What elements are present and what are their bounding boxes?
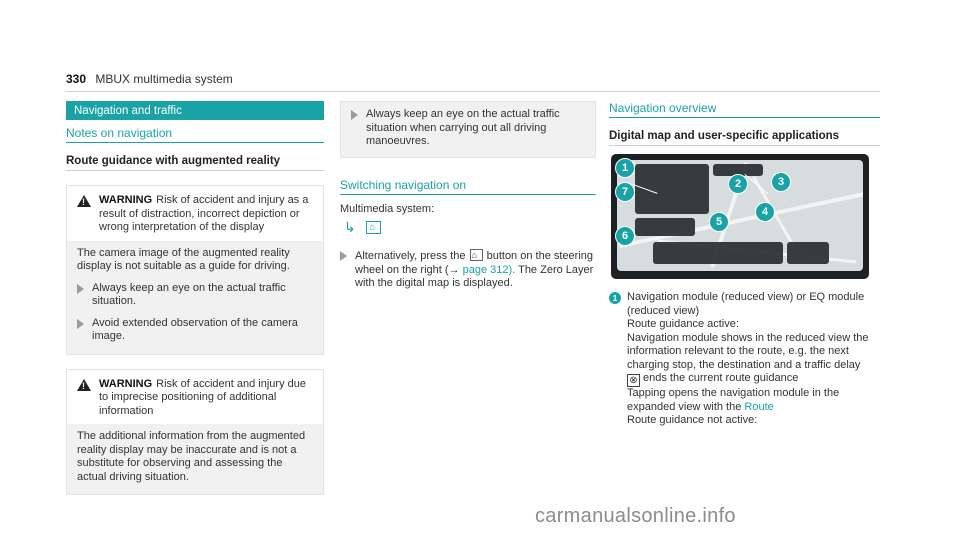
column-right <box>609 101 880 428</box>
route-link[interactable]: Route <box>744 400 774 413</box>
path-arrow-icon: ↳ <box>344 219 356 235</box>
path-row <box>340 219 596 237</box>
bullet-text: Avoid extended observation of the camera image. <box>92 316 298 342</box>
list-item <box>77 317 313 344</box>
warning-head <box>67 370 323 425</box>
warning-icon <box>77 195 91 207</box>
legend-title: Navigation module (reduced view) or EQ module (reduced view) <box>627 291 865 317</box>
page-number: 330 <box>66 72 87 86</box>
warning-text <box>99 378 315 419</box>
page-ref-arrow: → <box>448 263 460 276</box>
watermark: carmanualsonline.info <box>535 505 736 527</box>
warning-text <box>99 194 315 235</box>
bullet-arrow-icon <box>340 251 347 261</box>
home-icon[interactable]: ⌂ <box>366 221 381 234</box>
callout-2: 2 <box>728 174 748 194</box>
warning-label: WARNING <box>99 194 153 206</box>
warning-box-positioning <box>66 369 324 496</box>
home-button-icon: ⌂ <box>470 249 483 261</box>
list-item <box>351 108 585 149</box>
callout-1: 1 <box>615 158 635 178</box>
warning-message: Risk of accident and injury as a result of distraction, incorrect depiction or wrong interpretation of the display <box>99 194 309 233</box>
column-middle <box>340 101 596 291</box>
callout-6: 6 <box>615 226 635 246</box>
callout-3: 3 <box>771 172 791 192</box>
sub-heading-digital-map <box>609 130 880 146</box>
route-active-label: Route guidance active: <box>627 318 739 330</box>
bullet-text <box>355 249 596 291</box>
bullet-arrow-icon <box>77 284 84 294</box>
bullet-text: Always keep an eye on the actual traffic situation. <box>92 281 286 307</box>
warning-body-text: The camera image of the augmented reality display is not suitable as a guide for driving. <box>77 246 290 272</box>
sub-title: Route guidance with augmented reality <box>66 155 281 167</box>
warning-body <box>67 424 323 494</box>
bullet-text-part: button on the steering wheel on the right ( <box>355 250 594 276</box>
callout-4: 4 <box>755 202 775 222</box>
section-title-notes: Notes on navigation <box>66 126 324 143</box>
callout-5: 5 <box>709 212 729 232</box>
legend-content <box>627 291 880 428</box>
end-route-icon[interactable]: ⊗ <box>627 374 640 387</box>
warning-head <box>67 186 323 241</box>
sub-divider <box>66 170 324 171</box>
multimedia-label: Multimedia system: <box>340 202 435 215</box>
bullet-text-part: The Zero Layer with the digital map is displayed. <box>355 263 594 289</box>
column-left <box>66 101 324 495</box>
header-divider <box>66 91 880 92</box>
sub-title: Digital map and user-specific applications <box>609 130 840 142</box>
page-header <box>66 72 233 86</box>
tapping-row <box>627 387 880 414</box>
callout-7: 7 <box>615 182 635 202</box>
warning-box-distraction <box>66 185 324 355</box>
tapping-text: Tapping opens the navigation module in the expanded view with the <box>627 387 840 413</box>
media-bar[interactable] <box>653 242 783 264</box>
page-reference-link[interactable]: page 312). <box>462 263 516 276</box>
list-item <box>340 249 596 291</box>
legend-badge: 1 <box>609 292 621 304</box>
route-inactive-label: Route guidance not active: <box>627 414 758 427</box>
warning-icon <box>77 379 91 391</box>
bullet-text: Always keep an eye on the actual traffic situation when carrying out all driving manoeuvres. <box>366 108 560 147</box>
warning-body <box>341 102 595 157</box>
sub-heading-ar <box>66 155 324 171</box>
bullet-arrow-icon <box>77 319 84 329</box>
navigation-screenshot <box>611 154 869 279</box>
sub-divider <box>609 145 880 146</box>
legend-item-1 <box>609 291 880 428</box>
page-title: MBUX multimedia system <box>95 72 233 86</box>
end-route-text: ends the current route guidance <box>643 372 799 384</box>
section-title-overview: Navigation overview <box>609 101 880 118</box>
route-active-text: Navigation module shows in the reduced view the information relevant to the route, e.g. the next charging stop, the destination and a traffic delay <box>627 331 869 371</box>
list-item <box>77 282 313 309</box>
bullet-text-part: Alternatively, press the <box>355 250 466 262</box>
section-bar: Navigation and traffic <box>66 101 324 120</box>
continued-warning <box>340 101 596 158</box>
section-title-switching: Switching navigation on <box>340 178 596 195</box>
warning-label: WARNING <box>99 377 153 390</box>
warning-body-text: The additional information from the augmented reality display may be inaccurate and is not a substitute for observing and assessing the actual driving situation. <box>77 430 306 483</box>
bullet-arrow-icon <box>351 110 358 120</box>
end-route-row <box>627 372 880 387</box>
warning-message: Risk of accident and injury due to imprecise positioning of additional information <box>99 377 306 417</box>
eq-module-panel[interactable] <box>635 218 695 236</box>
warning-body <box>67 241 323 354</box>
